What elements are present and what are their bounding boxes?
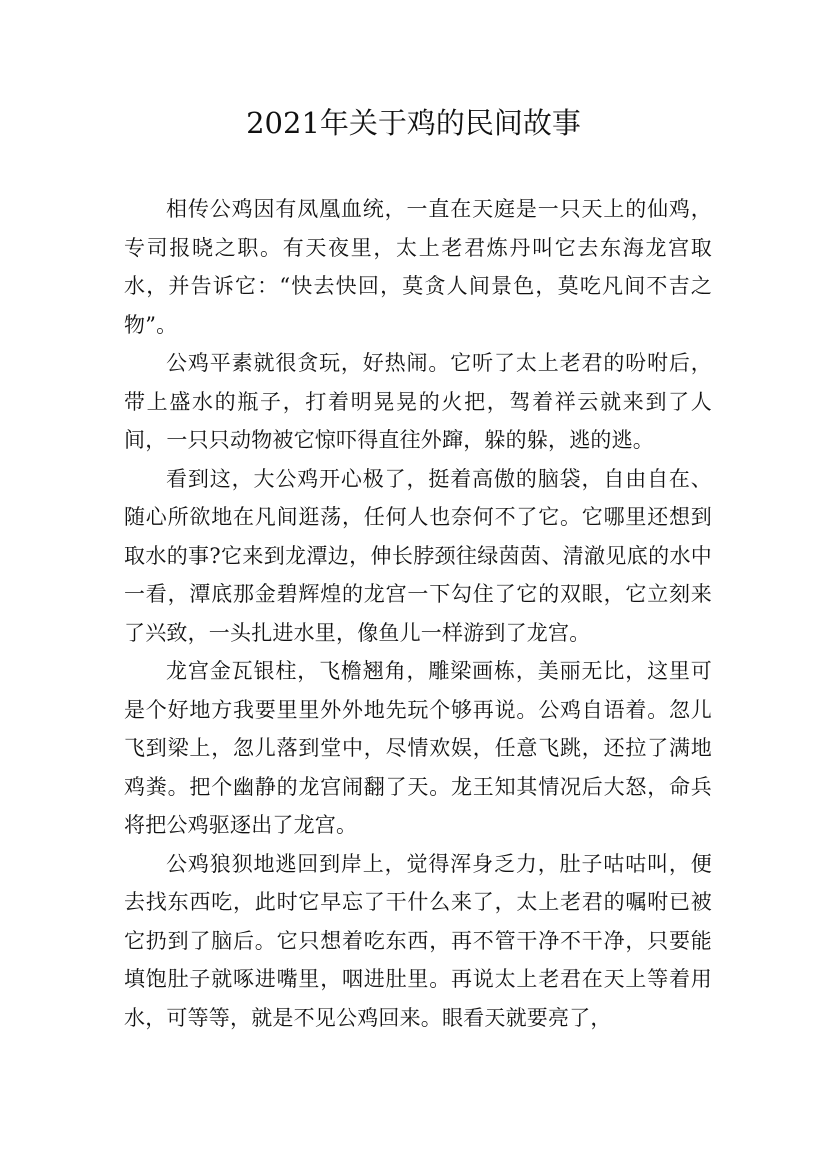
paragraph: 看到这，大公鸡开心极了，挺着高傲的脑袋，自由自在、随心所欲地在凡间逛荡，任何人也奈何不了它。它哪里还想到取水的事?它来到龙潭边，伸长脖颈往绿茵茵、清澈见底的水中一看，潭底那金碧辉煌的龙宫一下勾住了它的双眼，它立刻来了兴致，一头扎进水里，像鱼儿一样游到了龙宫。	[124, 466, 712, 645]
paragraph: 相传公鸡因有凤凰血统，一直在天庭是一只天上的仙鸡，专司报晓之职。有天夜里，太上老君炼丹叫它去东海龙宫取水，并告诉它：“快去快回，莫贪人间景色，莫吃凡间不吉之物”。	[124, 197, 712, 337]
document-body	[124, 190, 712, 1037]
paragraph: 公鸡狼狈地逃回到岸上，觉得浑身乏力，肚子咕咕叫，便去找东西吃，此时它早忘了干什么来了，太上老君的嘱咐已被它扔到了脑后。它只想着吃东西，再不管干净不干净，只要能填饱肚子就啄进嘴里，咽进肚里。再说太上老君在天上等着用水，可等等，就是不见公鸡回来。眼看天就要亮了，	[124, 851, 712, 1030]
document-title: 2021年关于鸡的民间故事	[246, 106, 581, 140]
paragraph: 公鸡平素就很贪玩，好热闹。它听了太上老君的吩咐后，带上盛水的瓶子，打着明晃晃的火把，驾着祥云就来到了人间，一只只动物被它惊吓得直往外蹿，躲的躲，逃的逃。	[124, 351, 712, 452]
paragraph: 龙宫金瓦银柱，飞檐翘角，雕梁画栋，美丽无比，这里可是个好地方我要里里外外地先玩个够再说。公鸡自语着。忽儿飞到梁上，忽儿落到堂中，尽情欢娱，任意飞跳，还拉了满地鸡粪。把个幽静的龙宫闹翻了天。龙王知其情况后大怒，命兵将把公鸡驱逐出了龙宫。	[124, 659, 712, 837]
